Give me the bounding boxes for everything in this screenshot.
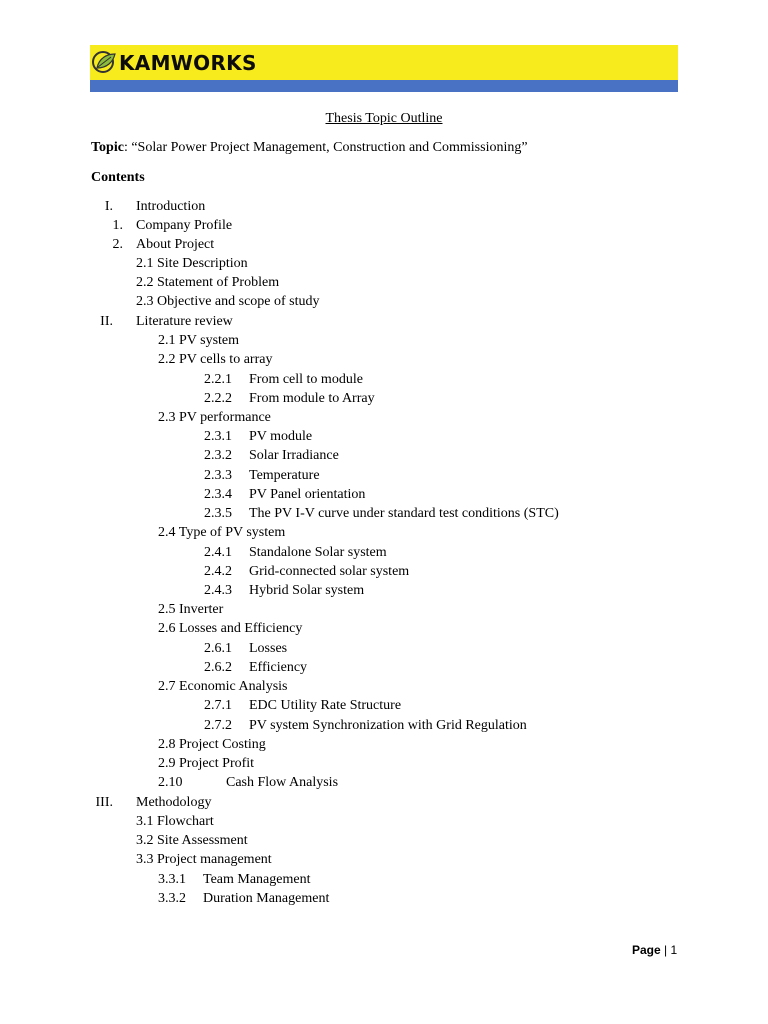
toc-item-text: 3.2 Site Assessment: [136, 833, 248, 848]
toc-item-number: 2.4.3: [204, 583, 232, 598]
toc-item-text: Literature review: [136, 314, 233, 329]
toc-item-text: 2.9 Project Profit: [158, 756, 255, 771]
toc-item-number: 2.7.2: [204, 718, 232, 733]
toc-item-text: PV Panel orientation: [249, 487, 366, 502]
toc-item-text: Duration Management: [203, 891, 330, 906]
topic-text: : “Solar Power Project Management, Construction and Commissioning”: [123, 140, 528, 155]
toc-item-text: 2.1 PV system: [158, 333, 240, 348]
toc-item-text: PV system Synchronization with Grid Regulation: [249, 718, 527, 733]
toc-item-text: 2.3 PV performance: [158, 410, 271, 425]
toc-item-number: II.: [100, 314, 113, 329]
toc-item-text: 2.1 Site Description: [136, 256, 248, 271]
toc-item-text: 2.7 Economic Analysis: [158, 679, 288, 694]
toc-item-number: 2.6.2: [204, 660, 232, 675]
toc-item-text: 2.5 Inverter: [158, 602, 224, 617]
toc-item-text: 2.2 Statement of Problem: [136, 275, 280, 290]
toc-item-number: 2.3.5: [204, 506, 232, 521]
toc-item-text: 3.1 Flowchart: [136, 814, 214, 829]
toc-item-text: EDC Utility Rate Structure: [249, 698, 402, 713]
toc-item-text: PV module: [249, 429, 313, 444]
toc-item-number: I.: [104, 199, 113, 214]
toc-item-text: From module to Array: [249, 391, 375, 406]
page-number: 1: [670, 943, 678, 957]
page-label: Page: [632, 943, 661, 957]
toc-item-number: 2.3.3: [204, 468, 232, 483]
topic-label: Topic: [91, 140, 124, 155]
toc-item-number: 1.: [112, 218, 123, 233]
toc-item-number: III.: [95, 795, 113, 810]
toc-item-text: From cell to module: [249, 372, 363, 387]
toc-item-text: The PV I-V curve under standard test conditions (STC): [249, 506, 559, 521]
toc-item-number: 2.4.1: [204, 545, 232, 560]
toc-item-number: 2.3.2: [204, 448, 232, 463]
toc-item-number: 2.4.2: [204, 564, 232, 579]
page-footer: [632, 943, 677, 957]
toc-item-text: Company Profile: [136, 218, 233, 233]
page-separator: |: [660, 943, 671, 957]
toc-item-text: 2.4 Type of PV system: [158, 525, 286, 540]
toc-item-text: 2.8 Project Costing: [158, 737, 266, 752]
contents-heading: Contents: [91, 170, 145, 185]
toc-item-text: Cash Flow Analysis: [226, 775, 339, 790]
toc-item-number: 2.2.2: [204, 391, 232, 406]
logo-text: KAMWORKS: [119, 50, 257, 75]
toc-item-text: Grid-connected solar system: [249, 564, 410, 579]
toc-item-text: About Project: [136, 237, 215, 252]
toc-item-number: 2.3.1: [204, 429, 232, 444]
toc-item-text: Introduction: [136, 199, 206, 214]
toc-item-number: 2.10: [158, 775, 183, 790]
toc-item-text: Hybrid Solar system: [249, 583, 365, 598]
company-logo: [91, 46, 257, 79]
header-blue-rule: [90, 80, 678, 92]
toc-item-text: Temperature: [249, 468, 320, 483]
toc-item-text: 2.3 Objective and scope of study: [136, 294, 320, 309]
toc-item-text: Standalone Solar system: [249, 545, 387, 560]
sun-leaf-icon: [91, 48, 121, 78]
toc-item-text: Losses: [249, 641, 288, 656]
toc-item-text: Solar Irradiance: [249, 448, 339, 463]
toc-item-text: Efficiency: [249, 660, 308, 675]
toc-item-number: 2.2.1: [204, 372, 232, 387]
toc-item-text: Methodology: [136, 795, 212, 810]
toc-item-text: Team Management: [203, 872, 311, 887]
toc-item-text: 3.3 Project management: [136, 852, 272, 867]
toc-item-number: 3.3.1: [158, 872, 186, 887]
toc-item-text: 2.2 PV cells to array: [158, 352, 273, 367]
document-title: Thesis Topic Outline: [325, 111, 443, 126]
toc-item-number: 2.3.4: [204, 487, 232, 502]
topic-line: [91, 140, 528, 156]
toc-item-number: 2.7.1: [204, 698, 232, 713]
toc-item-number: 2.: [112, 237, 123, 252]
toc-item-number: 3.3.2: [158, 891, 186, 906]
toc-item-text: 2.6 Losses and Efficiency: [158, 621, 303, 636]
toc-item-number: 2.6.1: [204, 641, 232, 656]
